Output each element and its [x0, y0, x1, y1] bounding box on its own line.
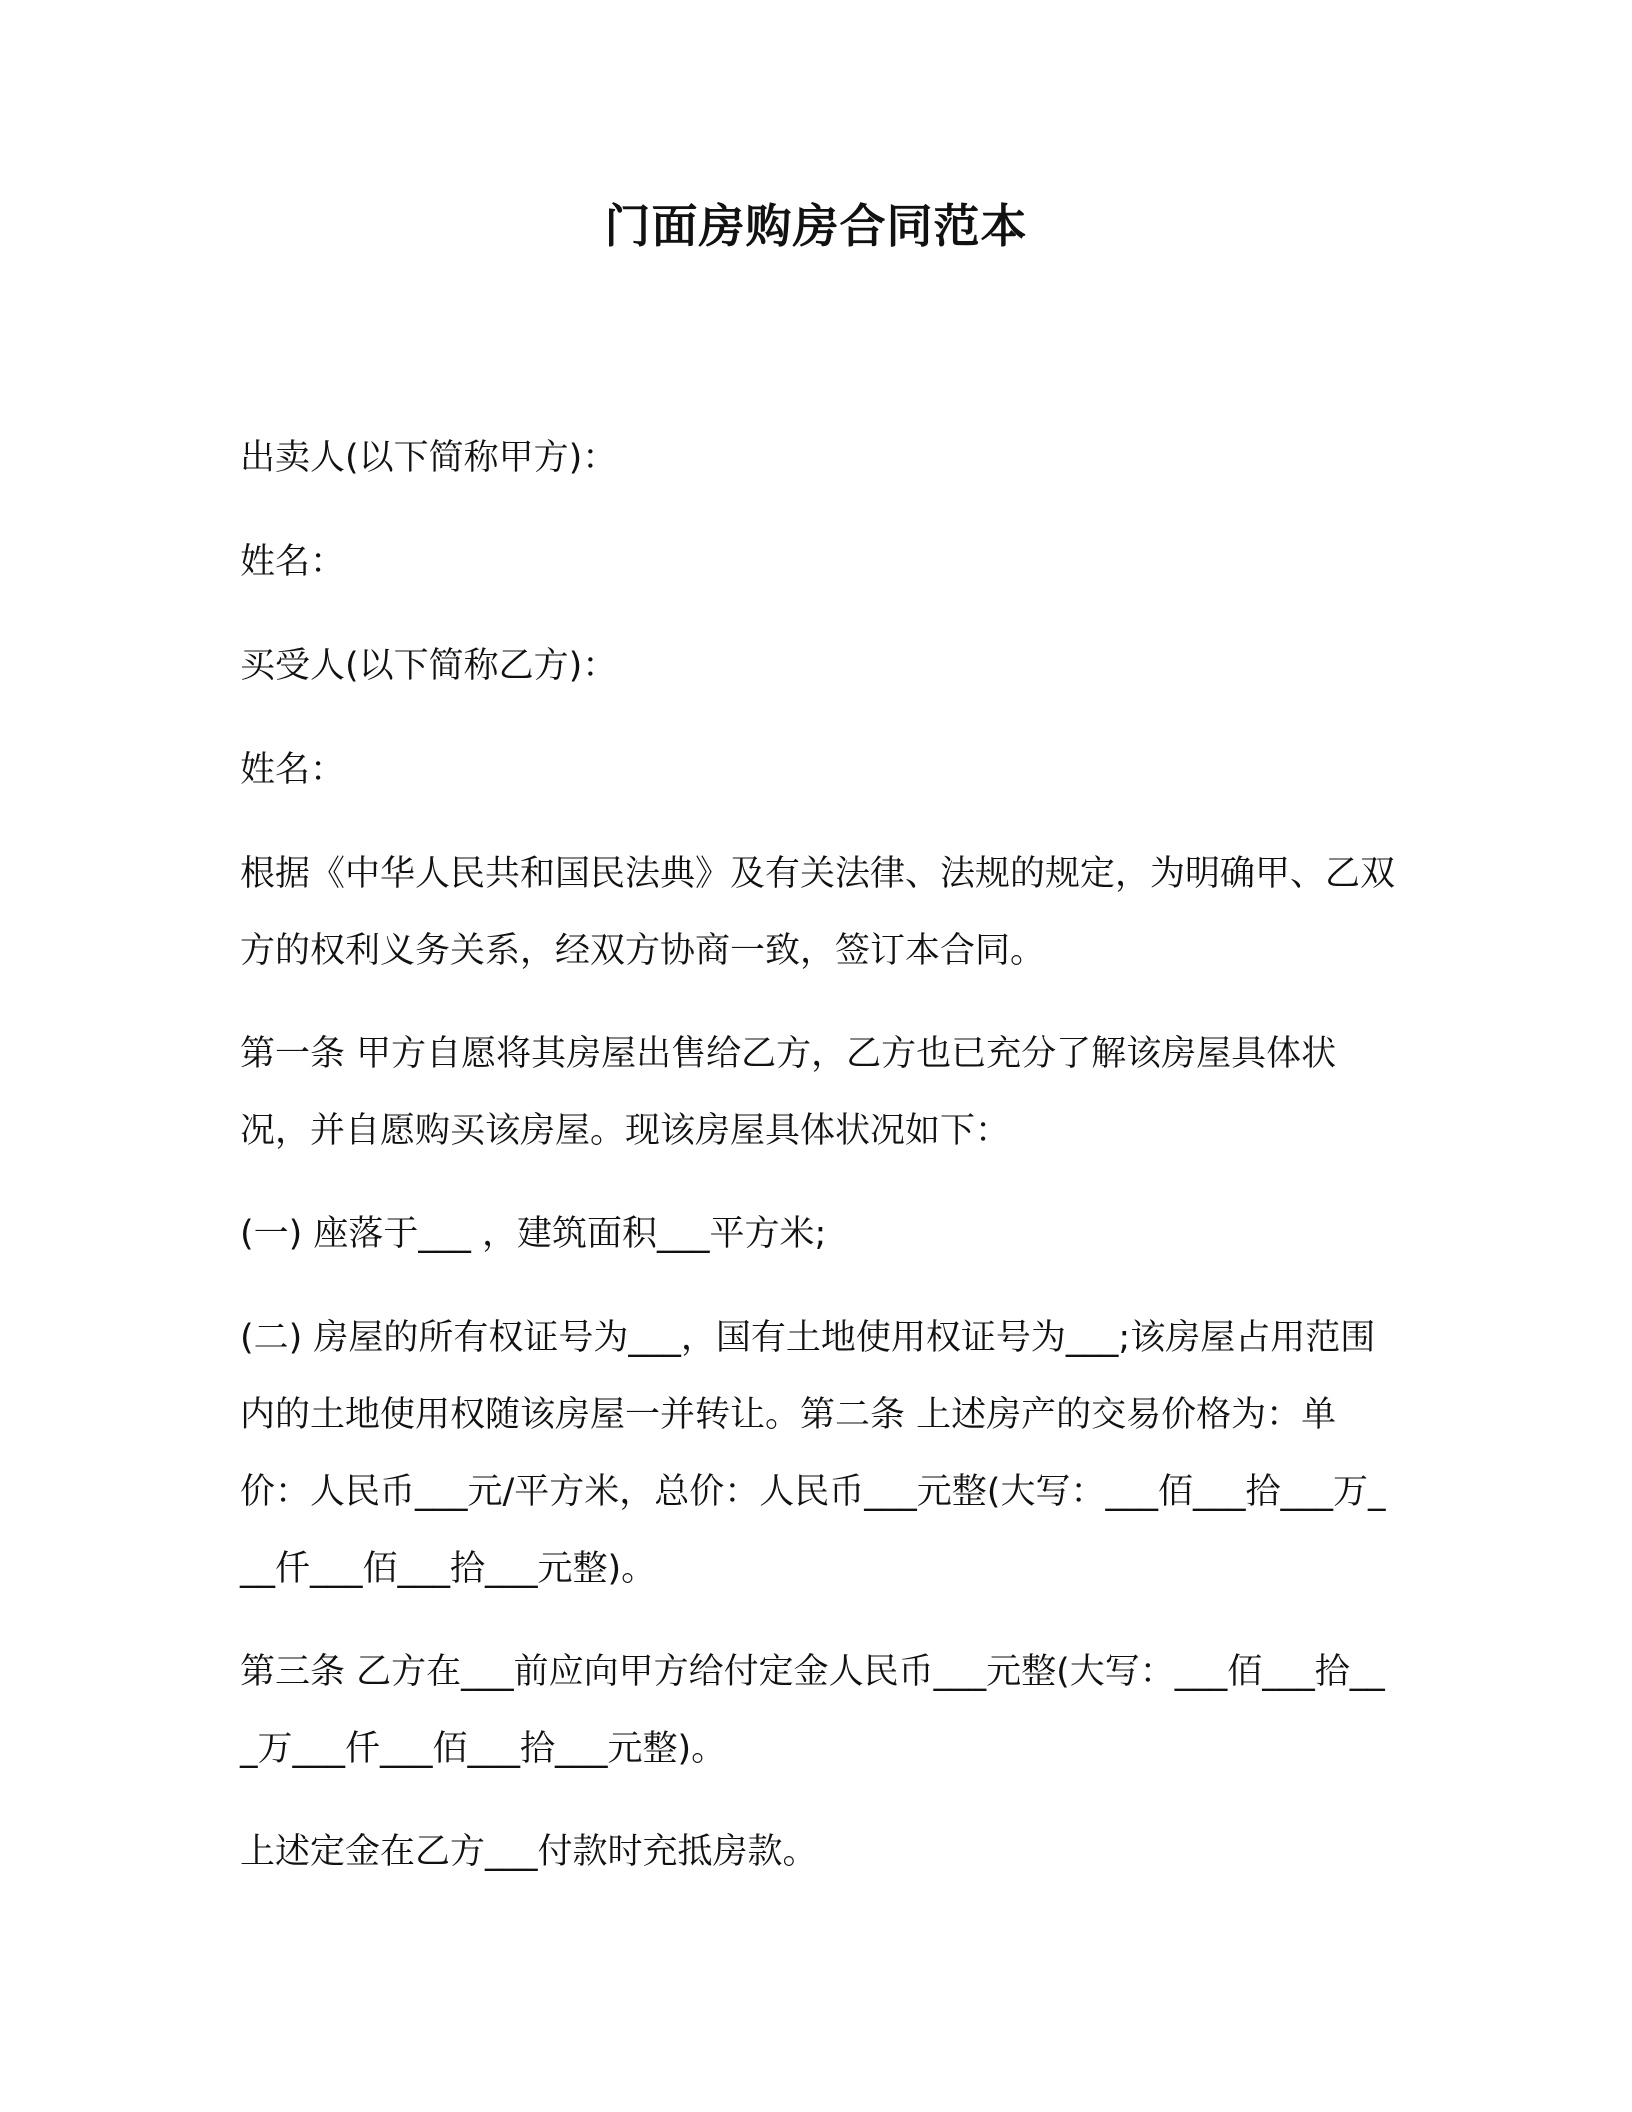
document-title: 门面房购房合同范本	[604, 199, 1028, 253]
deposit-offset-paragraph: 上述定金在乙方___付款时充抵房款。	[240, 1832, 818, 1872]
document-body	[240, 420, 1400, 1918]
article-3-deposit-paragraph: 第三条 乙方在___前应向甲方给付定金人民币___元整(大写：___佰___拾___万___仟___佰___拾___元整)。	[240, 1652, 1385, 1769]
seller-name-label: 姓名：	[240, 542, 346, 582]
buyer-label: 买受人(以下简称乙方)：	[240, 646, 618, 686]
clause-2-certificate-paragraph: (二) 房屋的所有权证号为___，国有土地使用权证号为___;该房屋占用范围内的土地使用权随该房屋一并转让。第二条 上述房产的交易价格为：单价：人民币___元/平方米，总价：人民币___元整(大写：___佰___拾___万___仟___佰___拾___元整)。	[240, 1318, 1386, 1589]
preamble-paragraph: 根据《中华人民共和国民法典》及有关法律、法规的规定，为明确甲、乙双方的权利义务关系，经双方协商一致，签订本合同。	[240, 854, 1396, 971]
buyer-name-label: 姓名：	[240, 750, 346, 790]
clause-1-location-paragraph: (一) 座落于___ ，建筑面积___平方米;	[240, 1214, 827, 1254]
seller-label: 出卖人(以下简称甲方)：	[240, 438, 618, 478]
article-1-paragraph: 第一条 甲方自愿将其房屋出售给乙方，乙方也已充分了解该房屋具体状况，并自愿购买该房屋。现该房屋具体状况如下：	[240, 1034, 1337, 1151]
